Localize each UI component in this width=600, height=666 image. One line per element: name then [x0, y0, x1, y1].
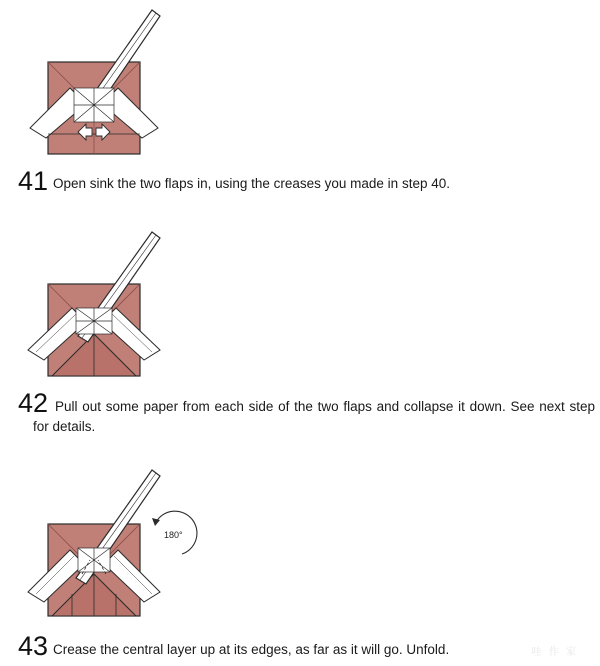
step-42-text: Pull out some paper from each side of the two flaps and collapse it down. See next step for details.	[33, 399, 595, 434]
rotation-symbol	[152, 511, 197, 554]
step-43-number: 43	[18, 631, 49, 661]
step-43-text: Crease the central layer up at its edges, as far as it will go. Unfold.	[53, 642, 450, 657]
center-lattice	[76, 308, 112, 334]
step-41-number: 41	[18, 166, 49, 196]
center-lattice	[74, 88, 114, 122]
center-lattice	[78, 548, 110, 572]
step-41-text: Open sink the two flaps in, using the creases you made in step 40.	[53, 176, 450, 191]
step-42-number: 42	[18, 388, 49, 418]
watermark: 哇 作 家	[531, 647, 578, 658]
step-43-diagram	[24, 462, 214, 622]
rotation-label: 180°	[164, 530, 183, 540]
step-41-diagram	[24, 4, 174, 160]
step-42-diagram	[24, 226, 174, 382]
